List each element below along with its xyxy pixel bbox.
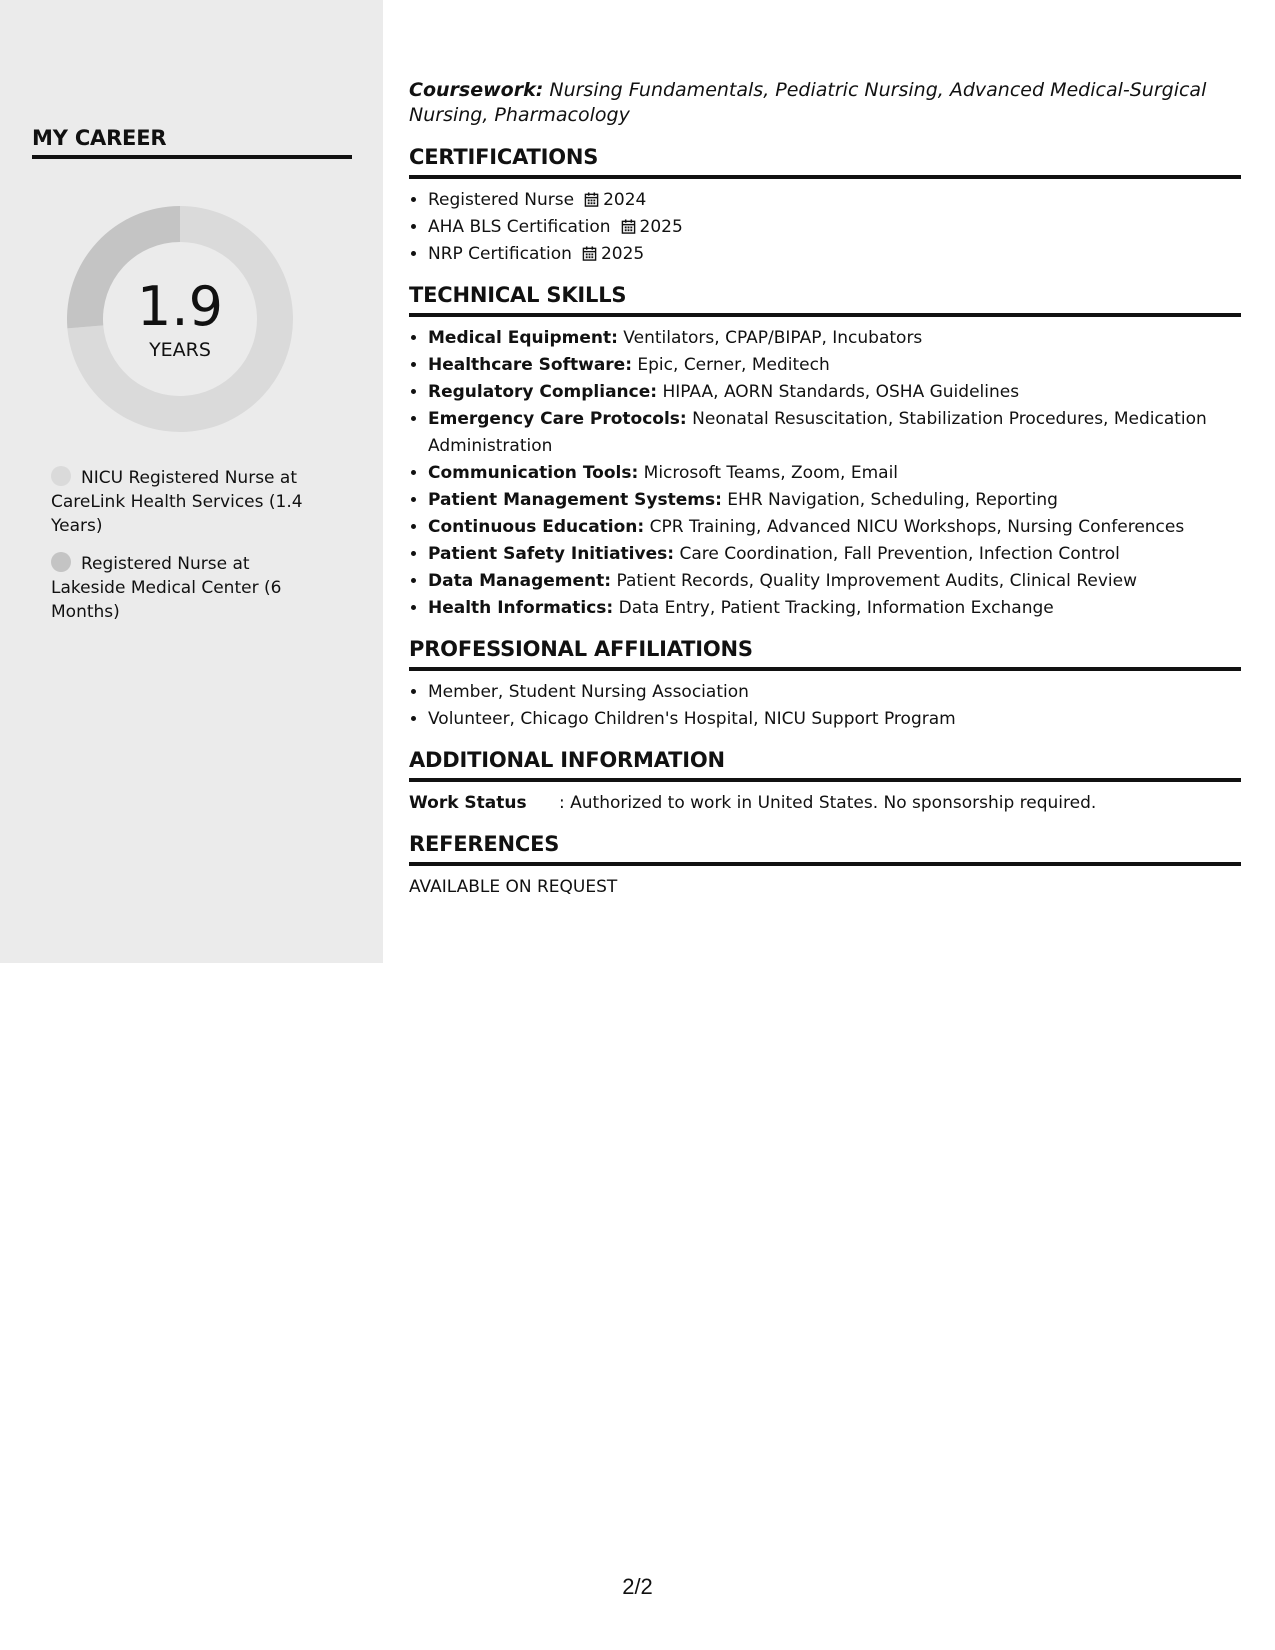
additional-info-heading: ADDITIONAL INFORMATION [409, 747, 1241, 782]
legend-item [51, 466, 311, 538]
career-total-unit: YEARS [149, 339, 211, 361]
skill-label: Healthcare Software: [428, 355, 632, 375]
affiliation-item: • Volunteer, Chicago Children's Hospital, NICU Support Program [428, 706, 1241, 733]
career-legend [51, 466, 311, 638]
skill-text: CPR Training, Advanced NICU Workshops, Nursing Conferences [644, 517, 1185, 537]
skill-label: Communication Tools: [428, 463, 639, 483]
certifications-heading: CERTIFICATIONS [409, 144, 1241, 179]
sidebar [0, 0, 383, 963]
skill-item [428, 325, 1241, 352]
coursework-label: Coursework: [409, 79, 544, 101]
skill-text: Microsoft Teams, Zoom, Email [638, 463, 899, 483]
skill-item [428, 406, 1241, 460]
skill-text: Epic, Cerner, Meditech [632, 355, 830, 375]
skill-text: Ventilators, CPAP/BIPAP, Incubators [617, 328, 923, 348]
skill-text: Patient Records, Quality Improvement Audits, Clinical Review [611, 571, 1137, 591]
career-heading: MY CAREER [32, 126, 352, 159]
skill-text: Neonatal Resuscitation, Stabilization Procedures, Medication Administration [428, 409, 1207, 456]
affiliations-heading: PROFESSIONAL AFFILIATIONS [409, 636, 1241, 671]
skill-item [428, 595, 1241, 622]
legend-dot-icon [51, 466, 71, 486]
skill-item [428, 541, 1241, 568]
career-total-years: 1.9 [137, 275, 223, 338]
calendar-icon [621, 219, 636, 234]
certifications-list [409, 187, 1241, 268]
references-heading: REFERENCES [409, 831, 1241, 866]
skill-item [428, 460, 1241, 487]
skill-label: Patient Safety Initiatives: [428, 544, 675, 564]
calendar-icon [584, 192, 599, 207]
affiliations-list [409, 679, 1241, 733]
skill-text: Data Entry, Patient Tracking, Information Exchange [613, 598, 1054, 618]
coursework-text: Nursing Fundamentals, Pediatric Nursing, Advanced Medical-Surgical Nursing, Pharmacology [409, 79, 1207, 126]
career-donut-chart [67, 206, 293, 432]
skill-item [428, 487, 1241, 514]
legend-label: NICU Registered Nurse at CareLink Health Services (1.4 Years) [51, 468, 303, 536]
skill-label: Emergency Care Protocols: [428, 409, 687, 429]
main-content [409, 78, 1241, 901]
certification-item [428, 241, 1241, 268]
certification-year: 2024 [603, 190, 647, 210]
technical-skills-heading: TECHNICAL SKILLS [409, 282, 1241, 317]
skill-text: Care Coordination, Fall Prevention, Infection Control [674, 544, 1120, 564]
skill-item [428, 514, 1241, 541]
certification-name: Registered Nurse [428, 190, 575, 210]
certification-name: AHA BLS Certification [428, 217, 611, 237]
affiliation-item: • Member, Student Nursing Association [428, 679, 1241, 706]
skill-label: Regulatory Compliance: [428, 382, 658, 402]
skill-text: HIPAA, AORN Standards, OSHA Guidelines [657, 382, 1020, 402]
skill-label: Data Management: [428, 571, 612, 591]
legend-item [51, 552, 311, 624]
skill-label: Health Informatics: [428, 598, 614, 618]
skill-item [428, 568, 1241, 595]
work-status-value: : Authorized to work in United States. No sponsorship required. [559, 793, 1097, 813]
legend-label: Registered Nurse at Lakeside Medical Center (6 Months) [51, 554, 282, 622]
certification-item [428, 214, 1241, 241]
technical-skills-list [409, 325, 1241, 622]
certification-item [428, 187, 1241, 214]
skill-label: Continuous Education: [428, 517, 645, 537]
work-status-row [409, 790, 1241, 817]
work-status-label: Work Status [409, 793, 527, 813]
calendar-icon [582, 246, 597, 261]
certification-year: 2025 [639, 217, 683, 237]
certification-year: 2025 [600, 244, 645, 264]
skill-item [428, 379, 1241, 406]
legend-dot-icon [51, 552, 71, 572]
skill-text: EHR Navigation, Scheduling, Reporting [721, 490, 1058, 510]
skill-label: Patient Management Systems: [428, 490, 722, 510]
coursework-line [409, 78, 1241, 128]
skill-label: Medical Equipment: [428, 328, 618, 348]
page-number: 2/2 [622, 1574, 653, 1599]
certification-name: NRP Certification [428, 244, 572, 264]
skill-item [428, 352, 1241, 379]
references-text: AVAILABLE ON REQUEST [409, 877, 618, 897]
